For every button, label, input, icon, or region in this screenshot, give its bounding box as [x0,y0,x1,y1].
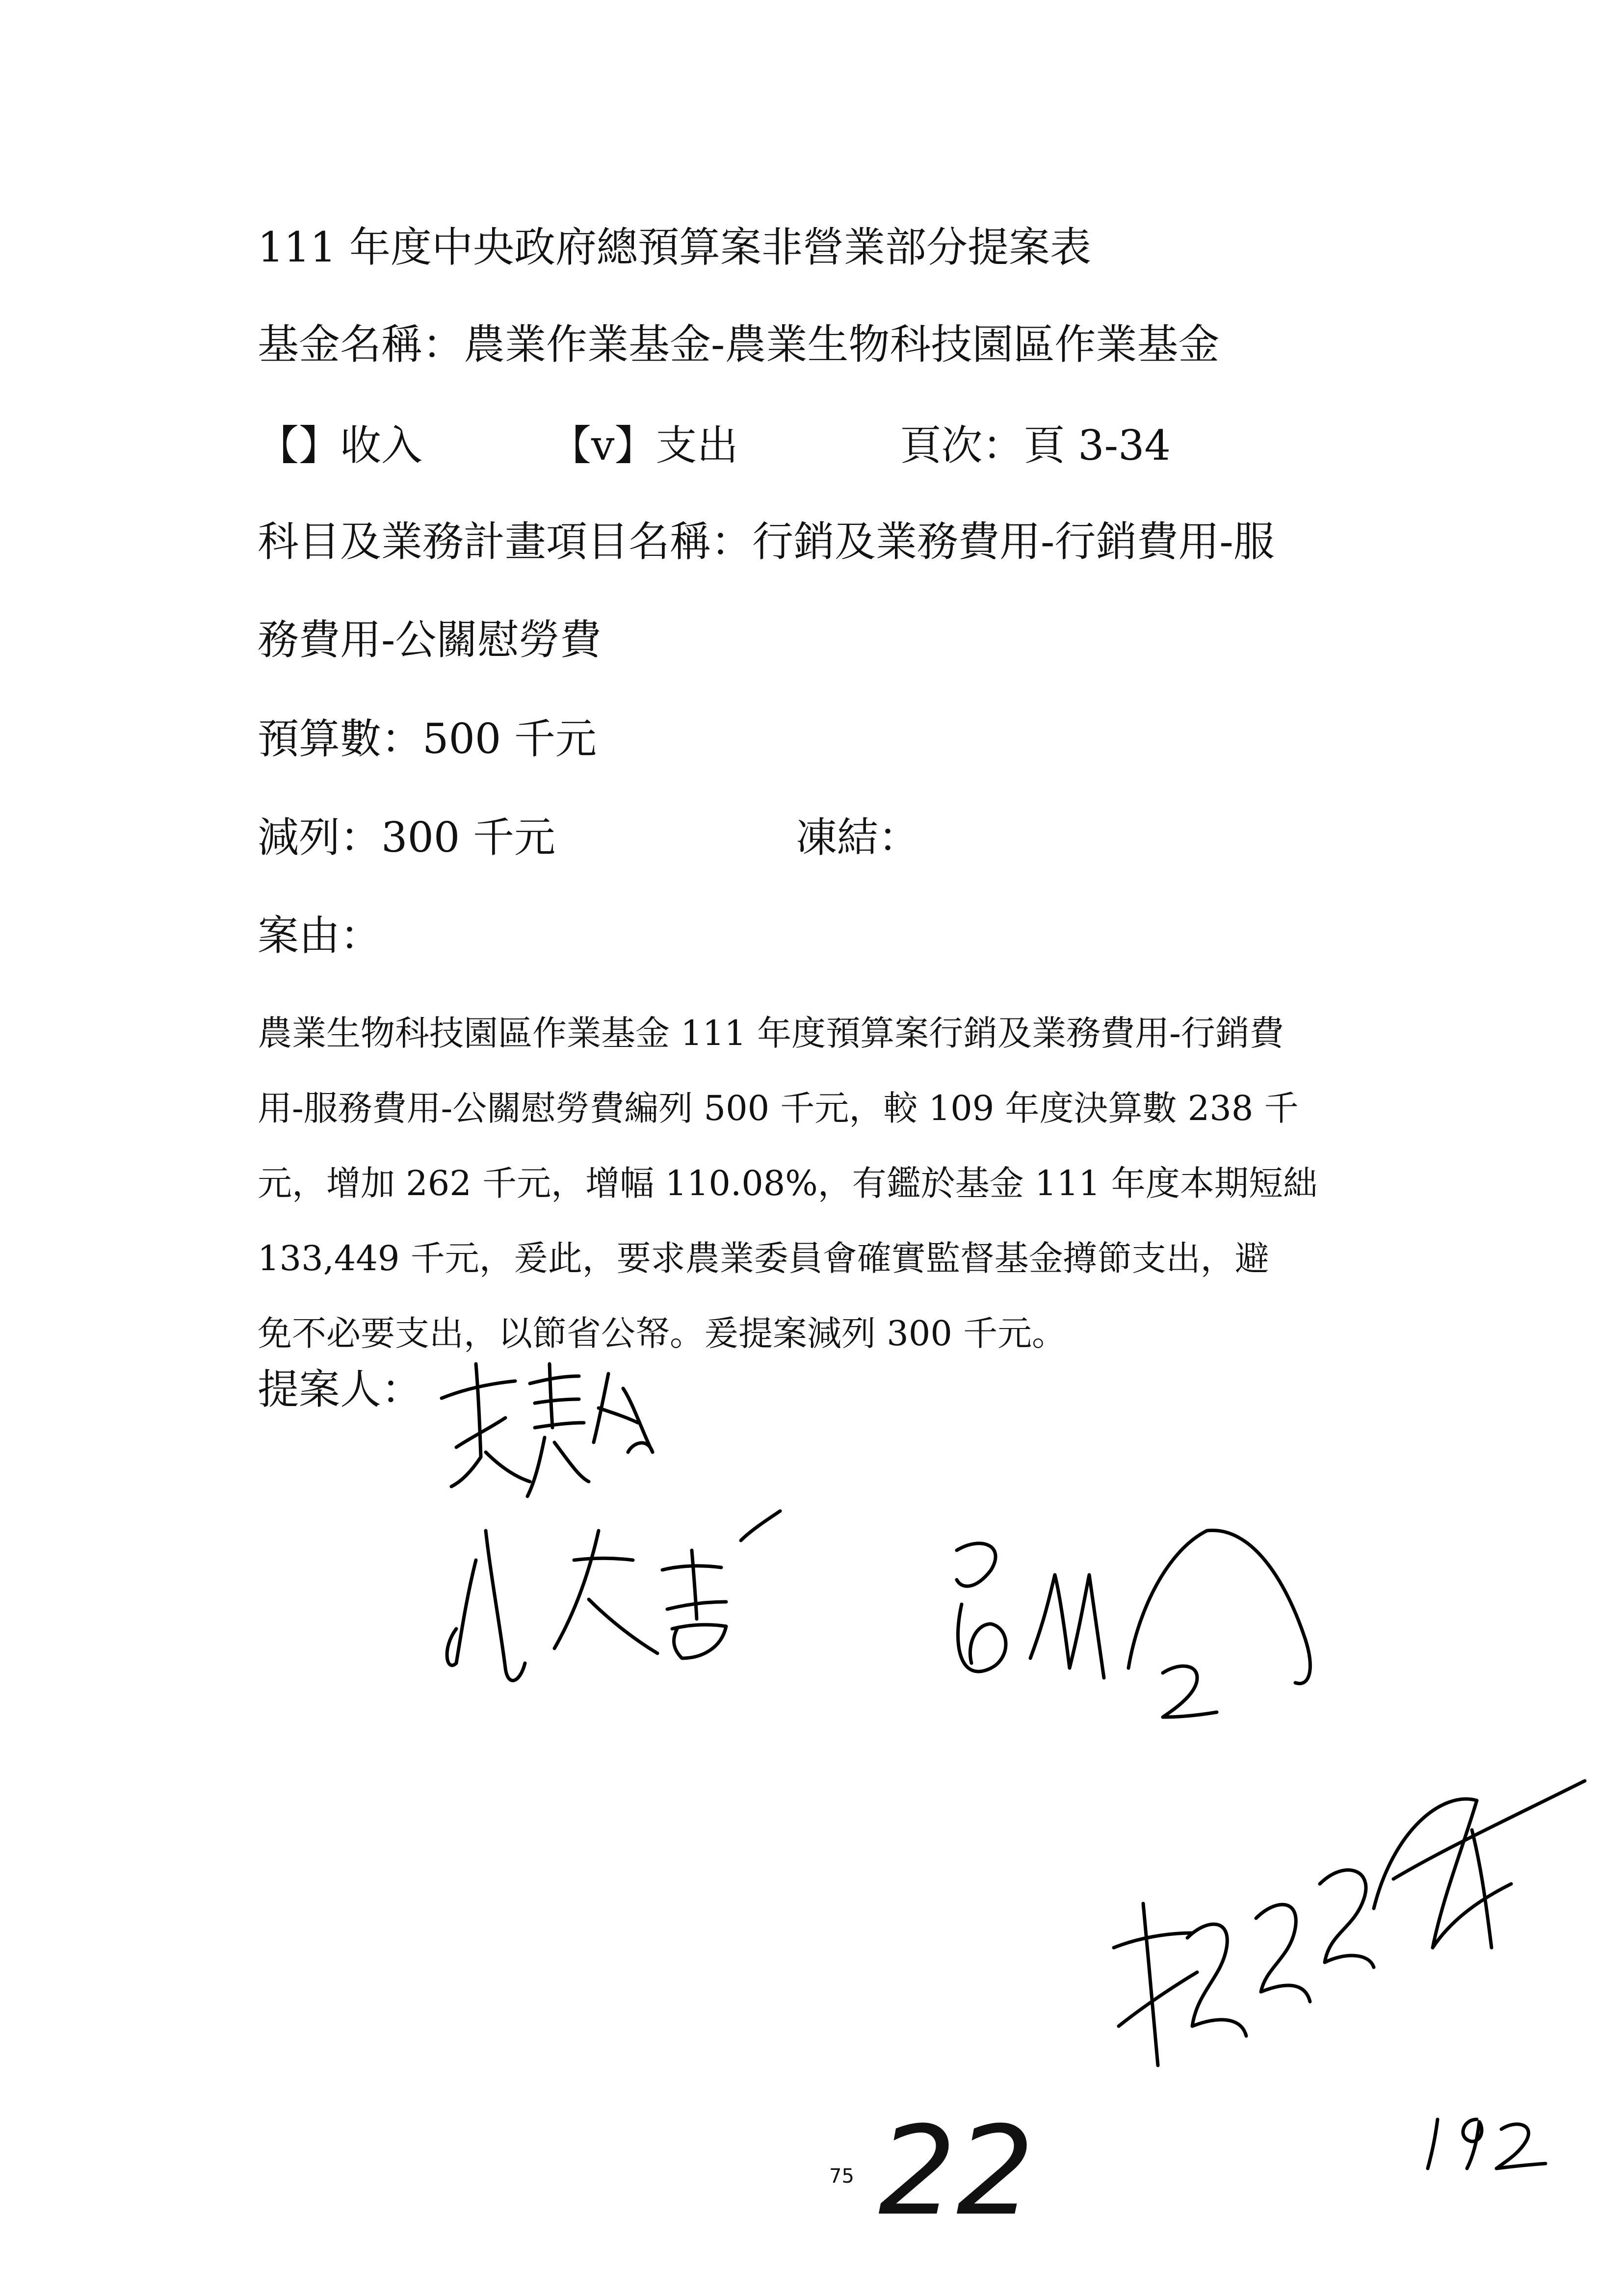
reason-line: 免不必要支出，以節省公帑。爰提案減列 300 千元。 [258,1313,1067,1354]
proposer-label: 提案人： [258,1365,423,1413]
handwritten-corner-number [1423,2100,1550,2173]
item-name-line2: 務費用-公關慰勞費 [258,616,602,664]
item-name-line1: 科目及業務計畫項目名稱：行銷及業務費用-行銷費用-服 [258,518,1275,566]
income-checkbox: 【】收入 [258,421,423,470]
page-number: 75 [829,2165,854,2188]
signature-2 [427,1501,859,1707]
page-reference: 頁次：頁 3-34 [900,421,1171,470]
signature-1 [422,1354,677,1501]
reduction-amount: 減列：300 千元 [258,813,556,861]
expense-checkbox: 【v】支出 [550,421,738,470]
fund-name: 基金名稱：農業作業基金-農業生物科技園區作業基金 [258,320,1220,368]
type-line [258,421,1171,470]
reason-line: 用-服務費用-公關慰勞費編列 500 千元，較 109 年度決算數 238 千 [258,1088,1299,1128]
reduction-line [258,813,920,861]
signature-4 [1099,1771,1590,2114]
reason-line: 農業生物科技園區作業基金 111 年度預算案行銷及業務費用-行銷費 [258,1013,1284,1053]
document-title: 111 年度中央政府總預算案非營業部分提案表 [258,223,1092,271]
handwritten-page-number: 22 [878,2100,1035,2243]
signature-3 [932,1521,1335,1756]
reason-line: 133,449 千元，爰此，要求農業委員會確實監督基金撙節支出，避 [258,1238,1269,1278]
freeze-field: 凍結： [796,813,920,861]
reason-label: 案由： [258,912,382,960]
reason-line: 元，增加 262 千元，增幅 110.08%，有鑑於基金 111 年度本期短絀 [258,1163,1317,1203]
budget-amount: 預算數：500 千元 [258,715,597,763]
reason-paragraph [258,996,1401,1371]
